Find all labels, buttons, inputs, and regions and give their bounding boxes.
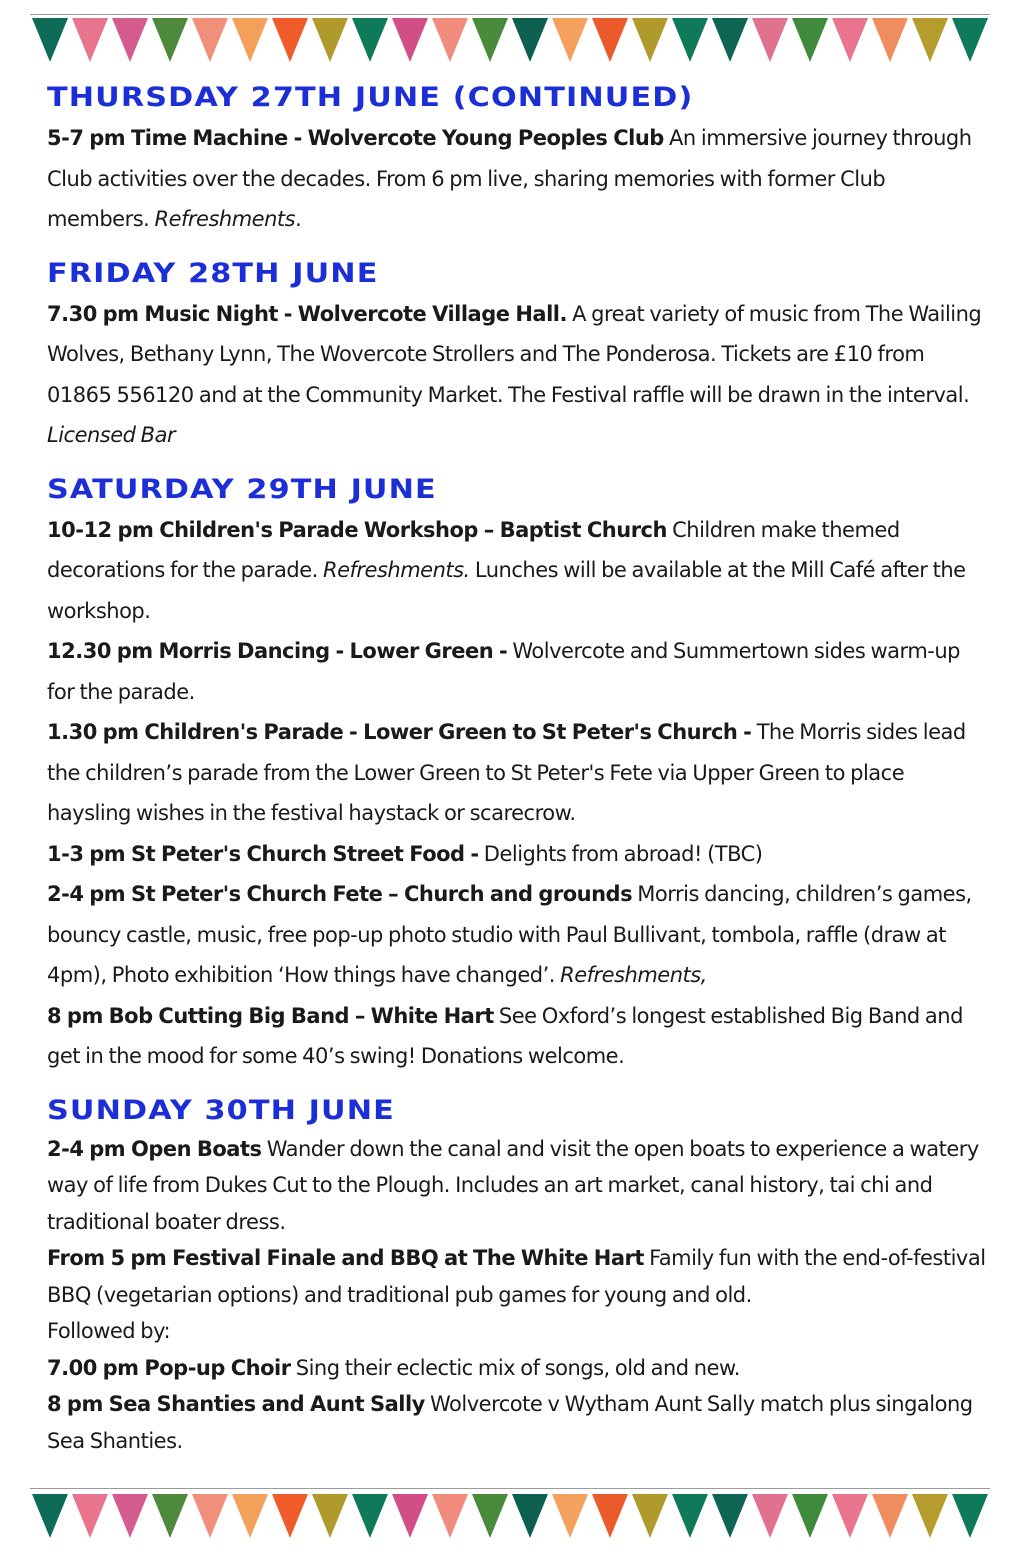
bunting-flag — [632, 18, 668, 62]
event-morris-dancing — [47, 631, 987, 712]
bunting-flag — [472, 18, 508, 62]
top-bunting — [30, 18, 990, 64]
event-church-fete — [47, 874, 987, 996]
event-open-boats — [47, 1131, 987, 1241]
day-saturday — [47, 470, 987, 1077]
event-text: A great variety of music from The Wailing Wolves, Bethany Lynn, The Wovercote Strollers and The Ponderosa. Tickets are £10 from 01865 556120 and at the Community Market. The Festival raffle will be drawn in the interval. — [47, 301, 982, 407]
event-text: Sing their eclectic mix of songs, old and new. — [290, 1355, 740, 1380]
event-parade-workshop — [47, 510, 987, 632]
event-sea-shanties — [47, 1386, 987, 1459]
bunting-flag — [712, 1494, 748, 1538]
event-title: 7.30 pm Music Night - Wolvercote Village Hall. — [47, 301, 567, 326]
event-big-band — [47, 996, 987, 1077]
bottom-bunting — [30, 1494, 990, 1540]
event-title: 8 pm Bob Cutting Big Band – White Hart — [47, 1003, 494, 1028]
bunting-flag — [592, 18, 628, 62]
event-text: Morris dancing, children’s games, bouncy castle, music, free pop-up photo studio with Paul Bullivant, tombola, raffle (draw at 4pm), Photo exhibition ‘How things have changed’. — [47, 882, 972, 987]
bunting-flag — [112, 1494, 148, 1538]
event-text: Children make themed decorations for the parade. — [47, 517, 900, 582]
bunting-flag — [472, 1494, 508, 1538]
event-title: 2-4 pm Open Boats — [47, 1136, 262, 1161]
bunting-flag — [192, 1494, 228, 1538]
bunting-flag — [272, 18, 308, 62]
event-childrens-parade — [47, 712, 987, 834]
bunting-flag — [312, 18, 348, 62]
event-title: 10-12 pm Children's Parade Workshop – Baptist Church — [47, 517, 667, 542]
bunting-flag — [632, 1494, 668, 1538]
bunting-flag — [872, 1494, 908, 1538]
bunting-flag — [912, 1494, 948, 1538]
event-italic: Licensed Bar — [47, 423, 176, 447]
event-title: 8 pm Sea Shanties and Aunt Sally — [47, 1392, 425, 1416]
day-thursday — [47, 78, 987, 240]
bunting-flag — [872, 18, 908, 62]
day-heading: FRIDAY 28TH JUNE — [47, 257, 379, 289]
bunting-flag — [232, 1494, 268, 1538]
bunting-flag — [512, 1494, 548, 1538]
event-title: 1-3 pm St Peter's Church Street Food - — [47, 841, 479, 866]
bunting-flag — [592, 1494, 628, 1538]
bottom-rule — [30, 1488, 990, 1489]
event-tail: . — [295, 207, 302, 231]
event-title: 2-4 pm St Peter's Church Fete – Church and grounds — [47, 882, 633, 906]
event-tail: Lunches will be available at the Mill Café after the workshop. — [47, 558, 966, 623]
bunting-flag — [232, 18, 268, 62]
event-text: The Morris sides lead the children’s parade from the Lower Green to St Peter's Fete via Upper Green to place haysling wishes in the festival haystack or scarecrow. — [47, 720, 966, 825]
bunting-flag — [552, 18, 588, 62]
bunting-flag — [432, 18, 468, 62]
bunting-flag — [72, 1494, 108, 1538]
bunting-flag — [192, 18, 228, 62]
bunting-flag — [912, 18, 948, 62]
event-italic: Refreshments, — [560, 963, 707, 987]
bunting-flag — [152, 18, 188, 62]
event-text: Followed by: — [47, 1319, 171, 1343]
event-title: From 5 pm Festival Finale and BBQ at The White Hart — [47, 1246, 644, 1270]
bunting-flag — [952, 1494, 988, 1538]
programme-content — [47, 78, 987, 1459]
event-text: An immersive journey through Club activities over the decades. From 6 pm live, sharing memories with former Club members. — [47, 126, 972, 231]
event-street-food — [47, 834, 987, 875]
bunting-flag — [952, 18, 988, 62]
day-heading: SATURDAY 29TH JUNE — [47, 473, 437, 505]
day-heading: THURSDAY 27TH JUNE (CONTINUED) — [47, 82, 694, 113]
event-text: Wander down the canal and visit the open boats to experience a watery way of life from Dukes Cut to the Plough. Includes an art market, canal history, tai chi and traditional boater dress. — [47, 1136, 979, 1234]
event-italic: Refreshments — [154, 207, 296, 231]
day-friday — [47, 254, 987, 456]
top-rule — [30, 14, 990, 15]
bunting-flag — [712, 18, 748, 62]
event-title: 7.00 pm Pop-up Choir — [47, 1355, 291, 1380]
bunting-flag — [312, 1494, 348, 1538]
bunting-flag — [672, 18, 708, 62]
day-sunday — [47, 1091, 987, 1460]
event-time-machine — [47, 118, 987, 240]
event-title: 12.30 pm Morris Dancing - Lower Green - — [47, 639, 508, 663]
event-text: Wolvercote and Summertown sides warm-up for the parade. — [47, 639, 960, 704]
bunting-flag — [352, 18, 388, 62]
day-heading: SUNDAY 30TH JUNE — [47, 1094, 395, 1126]
bunting-flag — [792, 18, 828, 62]
bunting-flag — [72, 18, 108, 62]
event-music-night — [47, 294, 987, 456]
bunting-flag — [112, 18, 148, 62]
event-text: Family fun with the end-of-festival BBQ (vegetarian options) and traditional pub games for young and old. — [47, 1246, 986, 1307]
bunting-flag — [392, 18, 428, 62]
bunting-flag — [512, 18, 548, 62]
bunting-flag — [552, 1494, 588, 1538]
event-title: 1.30 pm Children's Parade - Lower Green to St Peter's Church - — [47, 720, 752, 744]
followed-by-note — [47, 1313, 987, 1350]
bunting-flag — [32, 18, 68, 62]
bunting-flag — [152, 1494, 188, 1538]
event-festival-finale — [47, 1240, 987, 1313]
bunting-flag — [752, 18, 788, 62]
bunting-flag — [752, 1494, 788, 1538]
bunting-flag — [432, 1494, 468, 1538]
event-text: Wolvercote v Wytham Aunt Sally match plus singalong Sea Shanties. — [47, 1392, 973, 1453]
bunting-flag — [792, 1494, 828, 1538]
bunting-flag — [32, 1494, 68, 1538]
event-popup-choir — [47, 1350, 987, 1387]
bunting-flag — [392, 1494, 428, 1538]
bunting-flag — [832, 1494, 868, 1538]
bunting-flag — [672, 1494, 708, 1538]
bunting-flag — [832, 18, 868, 62]
event-title: 5-7 pm Time Machine - Wolvercote Young Peoples Club — [47, 126, 664, 150]
event-text: See Oxford’s longest established Big Band and get in the mood for some 40’s swing! Donations welcome. — [47, 1003, 963, 1068]
bunting-flag — [352, 1494, 388, 1538]
bunting-flag — [272, 1494, 308, 1538]
event-italic: Refreshments. — [322, 558, 470, 582]
event-text: Delights from abroad! (TBC) — [478, 841, 763, 866]
